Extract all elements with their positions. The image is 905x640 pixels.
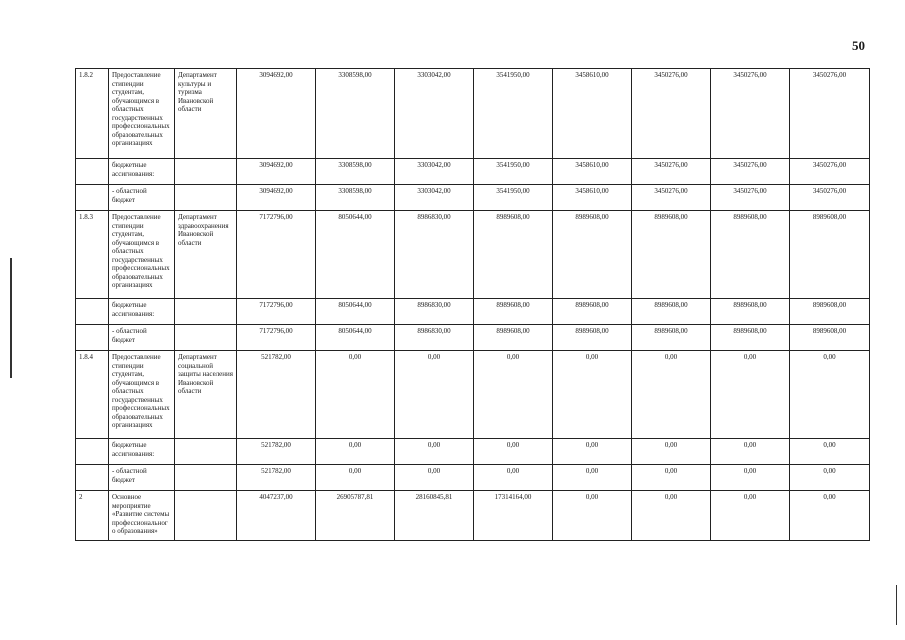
table-row — [76, 351, 870, 439]
row-executor — [175, 465, 237, 491]
row-value: 3303042,00 — [395, 69, 474, 159]
row-value: 0,00 — [316, 351, 395, 439]
row-value: 3450276,00 — [632, 159, 711, 185]
table-body — [76, 69, 870, 541]
row-value: 8989608,00 — [474, 325, 553, 351]
row-value: 8989608,00 — [790, 299, 870, 325]
row-value: 0,00 — [316, 439, 395, 465]
row-name: - областной бюджет — [109, 185, 175, 211]
row-value: 8050644,00 — [316, 211, 395, 299]
row-value: 8986830,00 — [395, 211, 474, 299]
row-name: бюджетные ассигнования: — [109, 299, 175, 325]
row-value: 521782,00 — [237, 439, 316, 465]
row-value: 3458610,00 — [553, 159, 632, 185]
table-row — [76, 185, 870, 211]
row-value: 8989608,00 — [632, 325, 711, 351]
row-executor: Департамент социальной защиты населения Ивановской области — [175, 351, 237, 439]
row-value: 0,00 — [632, 439, 711, 465]
row-value: 0,00 — [474, 465, 553, 491]
table-row — [76, 325, 870, 351]
row-value: 7172796,00 — [237, 299, 316, 325]
row-value: 8989608,00 — [790, 325, 870, 351]
row-name: бюджетные ассигнования: — [109, 439, 175, 465]
row-value: 8989608,00 — [553, 211, 632, 299]
row-value: 0,00 — [395, 439, 474, 465]
table-row — [76, 211, 870, 299]
row-value: 0,00 — [632, 351, 711, 439]
row-value: 8989608,00 — [632, 299, 711, 325]
row-executor — [175, 491, 237, 541]
row-value: 0,00 — [474, 439, 553, 465]
row-value: 0,00 — [790, 351, 870, 439]
row-code — [76, 159, 109, 185]
row-name: - областной бюджет — [109, 325, 175, 351]
row-executor: Департамент культуры и туризма Ивановской области — [175, 69, 237, 159]
table-row — [76, 299, 870, 325]
row-value: 3450276,00 — [711, 69, 790, 159]
row-code: 1.8.2 — [76, 69, 109, 159]
row-code — [76, 299, 109, 325]
row-value: 0,00 — [395, 351, 474, 439]
row-value: 0,00 — [711, 351, 790, 439]
row-value: 0,00 — [632, 491, 711, 541]
row-value: 0,00 — [474, 351, 553, 439]
row-value: 3458610,00 — [553, 69, 632, 159]
row-value: 3094692,00 — [237, 185, 316, 211]
row-code — [76, 185, 109, 211]
table-row — [76, 159, 870, 185]
scan-mark-left — [10, 258, 12, 378]
row-code: 1.8.3 — [76, 211, 109, 299]
row-code — [76, 439, 109, 465]
row-executor — [175, 159, 237, 185]
row-value: 3303042,00 — [395, 159, 474, 185]
table-row — [76, 69, 870, 159]
table-row — [76, 491, 870, 541]
row-value: 3450276,00 — [711, 159, 790, 185]
row-name: Предоставление стипендии студентам, обучающимся в областных государственных профессиональных образовательных организациях — [109, 69, 175, 159]
scan-mark-right — [896, 585, 897, 625]
row-value: 3094692,00 — [237, 69, 316, 159]
row-value: 28160845,81 — [395, 491, 474, 541]
row-value: 3308598,00 — [316, 185, 395, 211]
row-value: 8050644,00 — [316, 299, 395, 325]
row-value: 3308598,00 — [316, 69, 395, 159]
row-value: 3541950,00 — [474, 159, 553, 185]
row-value: 3541950,00 — [474, 69, 553, 159]
row-value: 8989608,00 — [474, 299, 553, 325]
table-row — [76, 465, 870, 491]
row-value: 8989608,00 — [474, 211, 553, 299]
row-name: Основное мероприятие «Развитие системы профессионального образования» — [109, 491, 175, 541]
row-value: 3450276,00 — [790, 159, 870, 185]
row-value: 7172796,00 — [237, 211, 316, 299]
row-value: 0,00 — [395, 465, 474, 491]
table-row — [76, 439, 870, 465]
row-executor — [175, 325, 237, 351]
row-value: 8050644,00 — [316, 325, 395, 351]
row-value: 0,00 — [632, 465, 711, 491]
row-value: 3450276,00 — [632, 69, 711, 159]
row-value: 3458610,00 — [553, 185, 632, 211]
row-value: 3450276,00 — [632, 185, 711, 211]
row-value: 8989608,00 — [632, 211, 711, 299]
row-value: 0,00 — [553, 491, 632, 541]
row-value: 3541950,00 — [474, 185, 553, 211]
row-value: 4047237,00 — [237, 491, 316, 541]
row-value: 8989608,00 — [553, 299, 632, 325]
row-value: 7172796,00 — [237, 325, 316, 351]
row-value: 8989608,00 — [711, 325, 790, 351]
row-value: 8986830,00 — [395, 325, 474, 351]
row-value: 0,00 — [790, 465, 870, 491]
row-value: 0,00 — [316, 465, 395, 491]
row-value: 3303042,00 — [395, 185, 474, 211]
row-executor — [175, 439, 237, 465]
budget-table — [75, 68, 870, 541]
row-value: 8989608,00 — [553, 325, 632, 351]
row-value: 0,00 — [553, 439, 632, 465]
row-value: 0,00 — [711, 465, 790, 491]
row-value: 3450276,00 — [790, 69, 870, 159]
row-value: 0,00 — [711, 491, 790, 541]
row-value: 8989608,00 — [711, 211, 790, 299]
row-code: 1.8.4 — [76, 351, 109, 439]
row-value: 0,00 — [790, 439, 870, 465]
row-value: 0,00 — [553, 351, 632, 439]
row-value: 8989608,00 — [711, 299, 790, 325]
row-value: 0,00 — [553, 465, 632, 491]
row-executor — [175, 299, 237, 325]
row-value: 0,00 — [790, 491, 870, 541]
row-executor: Департамент здравоохранения Ивановской области — [175, 211, 237, 299]
row-value: 3450276,00 — [790, 185, 870, 211]
row-name: Предоставление стипендии студентам, обучающимся в областных государственных профессиональных образовательных организациях — [109, 211, 175, 299]
row-value: 521782,00 — [237, 351, 316, 439]
row-value: 0,00 — [711, 439, 790, 465]
row-code — [76, 325, 109, 351]
row-executor — [175, 185, 237, 211]
row-value: 8989608,00 — [790, 211, 870, 299]
row-name: Предоставление стипендии студентам, обучающимся в областных государственных профессиональных образовательных организациях — [109, 351, 175, 439]
row-value: 521782,00 — [237, 465, 316, 491]
row-value: 26905787,81 — [316, 491, 395, 541]
row-value: 3094692,00 — [237, 159, 316, 185]
row-code: 2 — [76, 491, 109, 541]
row-value: 17314164,00 — [474, 491, 553, 541]
row-value: 3308598,00 — [316, 159, 395, 185]
row-code — [76, 465, 109, 491]
row-value: 3450276,00 — [711, 185, 790, 211]
row-name: - областной бюджет — [109, 465, 175, 491]
row-value: 8986830,00 — [395, 299, 474, 325]
page-number: 50 — [852, 38, 865, 53]
row-name: бюджетные ассигнования: — [109, 159, 175, 185]
